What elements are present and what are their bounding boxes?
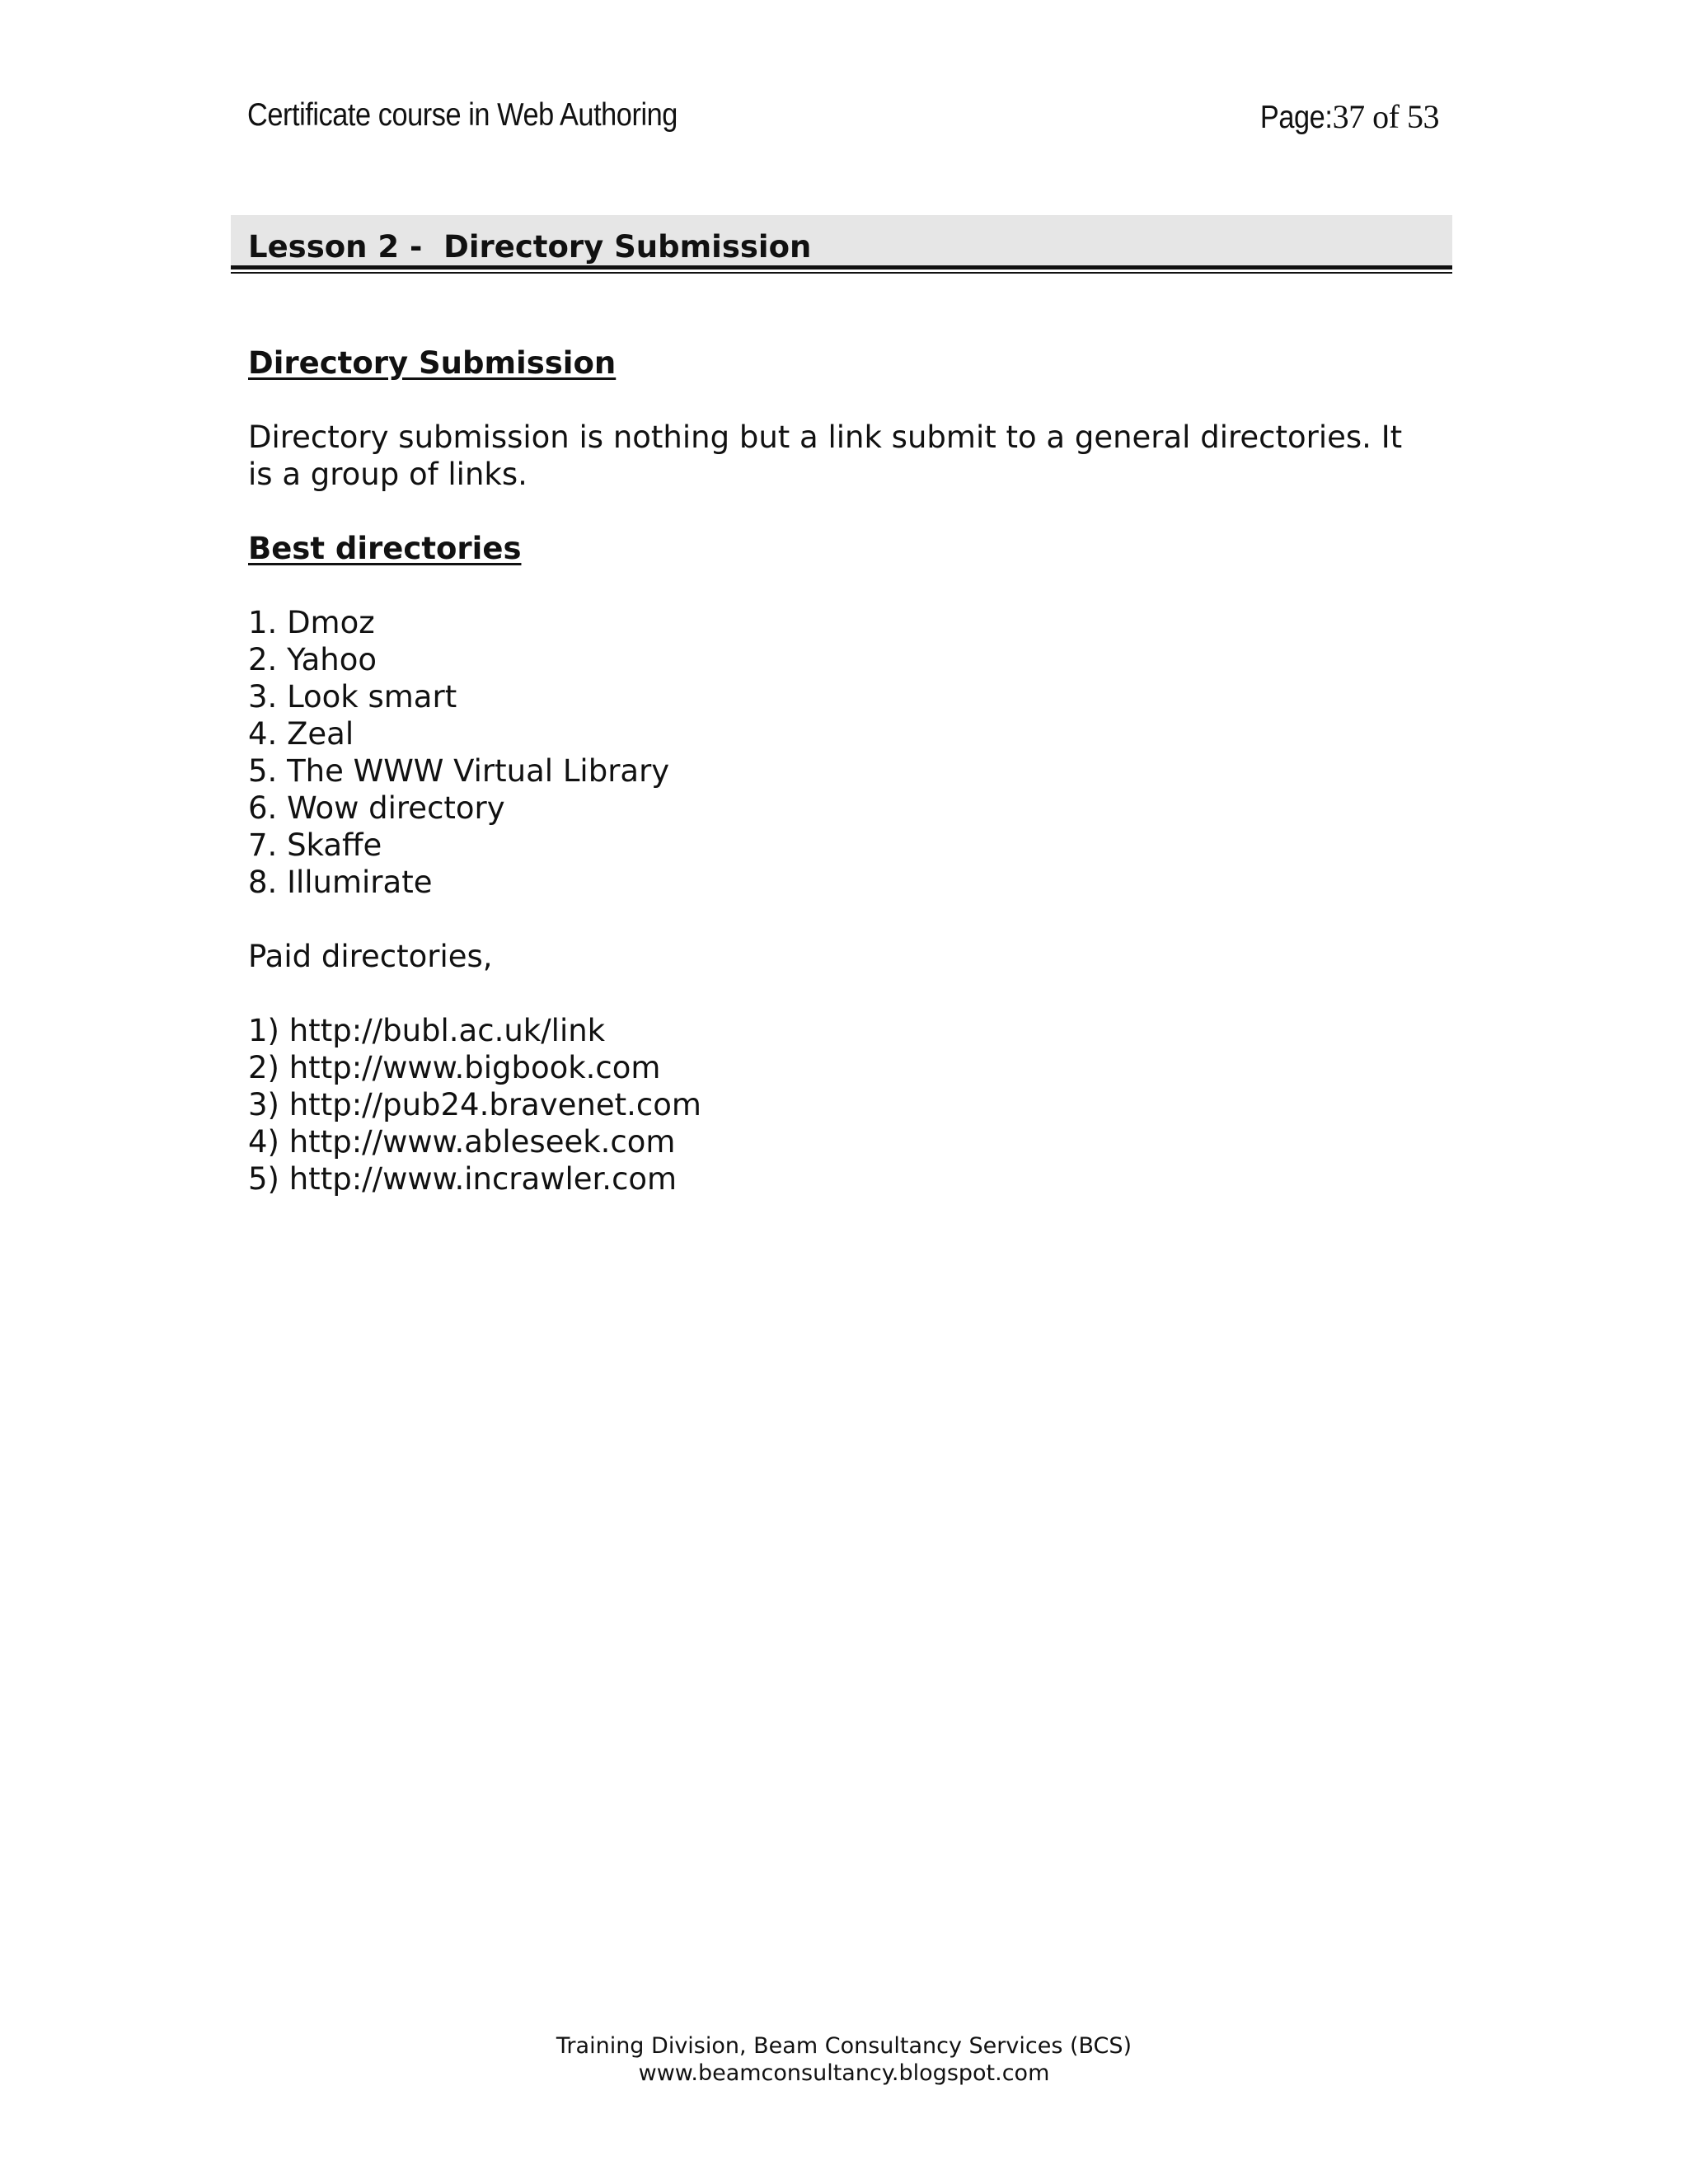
list-item: 3. Look smart [248,679,457,715]
list-item: 3) http://pub24.bravenet.com [248,1087,701,1122]
course-title: Certificate course in Web Authoring [247,97,678,133]
list-item: 4. Zeal [248,716,354,752]
section-heading: Directory Submission [248,345,617,381]
paid-directories-intro: Paid directories, [248,939,493,974]
section-body: Directory submission is nothing but a link submit to a general directories. It is a group of links. [248,419,1403,492]
list-item: 2) http://www.bigbook.com [248,1050,661,1085]
lesson-banner [231,215,1452,266]
list-item: 8. Illumirate [248,865,433,900]
list-item: 6. Wow directory [248,790,505,826]
paid-directories-list [248,1012,1435,1197]
best-directories-heading: Best directories [248,531,522,566]
page-footer [0,2032,1688,2087]
list-item: 2. Yahoo [248,642,377,677]
page-number: 37 of 53 [1332,98,1439,135]
list-item: 5) http://www.incrawler.com [248,1161,678,1197]
page-label: Page: [1260,100,1333,135]
page-indicator [1250,97,1439,136]
footer-organization: Training Division, Beam Consultancy Services (BCS) [556,2033,1132,2059]
list-item: 1. Dmoz [248,605,375,640]
banner-rule-thick [231,265,1452,269]
running-header [247,97,1439,138]
best-directories-list [248,604,1435,901]
lesson-title: Lesson 2 - Directory Submission [248,229,812,265]
list-item: 7. Skaffe [248,827,382,863]
page-content [248,344,1435,1197]
list-item: 5. The WWW Virtual Library [248,753,670,789]
list-item: 1) http://bubl.ac.uk/link [248,1013,606,1048]
footer-website: www.beamconsultancy.blogspot.com [638,2060,1050,2086]
banner-rule-thin [231,272,1452,274]
list-item: 4) http://www.ableseek.com [248,1124,676,1160]
